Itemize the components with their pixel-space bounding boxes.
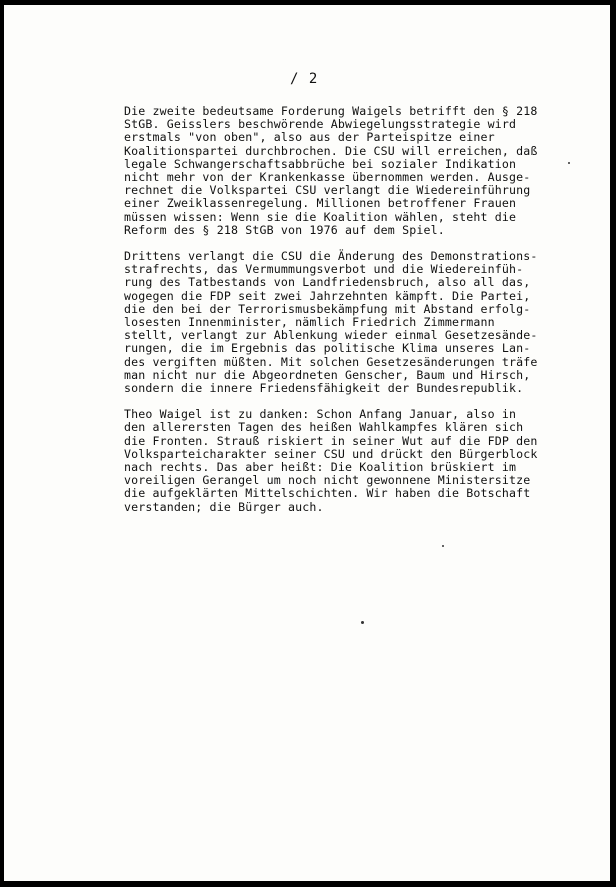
paragraph-2	[124, 250, 569, 395]
text-line: Theo Waigel ist zu danken: Schon Anfang Januar, also in	[124, 407, 517, 422]
text-line: strafrechts, das Vermummungsverbot und die Wiedereinfüh-	[124, 262, 524, 277]
text-line: man nicht nur die Abgeordneten Genscher, Baum und Hirsch,	[124, 367, 531, 382]
paragraph-1	[124, 105, 569, 237]
text-line: nicht mehr von der Krankenkasse übernommen werden. Ausge-	[124, 170, 531, 185]
scan-speck	[361, 621, 364, 624]
text-line: legale Schwangerschaftsabbrüche bei sozialer Indikation	[124, 156, 517, 171]
text-line: Reform des § 218 StGB von 1976 auf dem Spiel.	[124, 222, 445, 237]
text-line: sondern die innere Friedensfähigkeit der Bundesrepublik.	[124, 381, 524, 396]
scan-speck	[442, 545, 444, 547]
text-line: Die zweite bedeutsame Forderung Waigels betrifft den § 218	[124, 104, 538, 118]
text-line: Koalitionspartei durchbrochen. Die CSU will erreichen, daß	[124, 143, 538, 158]
text-line: Drittens verlangt die CSU die Änderung des Demonstrations-	[124, 249, 538, 264]
text-line: erstmals "von oben", also aus der Parteispitze einer	[124, 130, 495, 145]
text-line: verstanden; die Bürger auch.	[124, 499, 324, 514]
text-line: die Fronten. Strauß riskiert in seiner Wut auf die FDP den	[124, 433, 538, 448]
text-line: voreiligen Gerangel um noch nicht gewonnene Ministersitze	[124, 473, 531, 488]
text-line: die den bei der Terrorismusbekämpfung mit Abstand erfolg-	[124, 301, 531, 316]
text-line: Volksparteicharakter seiner CSU und drückt den Bürgerblock	[124, 446, 538, 461]
paragraph-3	[124, 408, 569, 514]
body-text	[124, 105, 569, 527]
text-line: die aufgeklärten Mittelschichten. Wir haben die Botschaft	[124, 486, 531, 501]
text-line: nach rechts. Das aber heißt: Die Koalition brüskiert im	[124, 460, 517, 475]
page-number: / 2	[290, 71, 319, 87]
text-line: losesten Innenminister, nämlich Friedrich Zimmermann	[124, 315, 495, 330]
text-line: müssen wissen: Wenn sie die Koalition wählen, steht die	[124, 209, 517, 224]
text-line: wogegen die FDP seit zwei Jahrzehnten kämpft. Die Partei,	[124, 288, 531, 303]
document-page	[4, 5, 610, 881]
text-line: rungen, die im Ergebnis das politische Klima unseres Lan-	[124, 341, 531, 356]
text-line: einer Zweiklassenregelung. Millionen betroffener Frauen	[124, 196, 517, 211]
text-line: StGB. Geisslers beschwörende Abwiegelungsstrategie wird	[124, 117, 517, 132]
text-line: den allerersten Tagen des heißen Wahlkampfes klären sich	[124, 420, 524, 435]
text-line: rechnet die Volkspartei CSU verlangt die Wiedereinführung	[124, 183, 531, 198]
text-line: des vergiften müßten. Mit solchen Gesetzesänderungen träfe	[124, 354, 538, 369]
text-line: rung des Tatbestands von Landfriedensbruch, also all das,	[124, 275, 531, 290]
text-line: stellt, verlangt zur Ablenkung wieder einmal Gesetzesände-	[124, 328, 538, 343]
scan-speck	[568, 162, 570, 164]
